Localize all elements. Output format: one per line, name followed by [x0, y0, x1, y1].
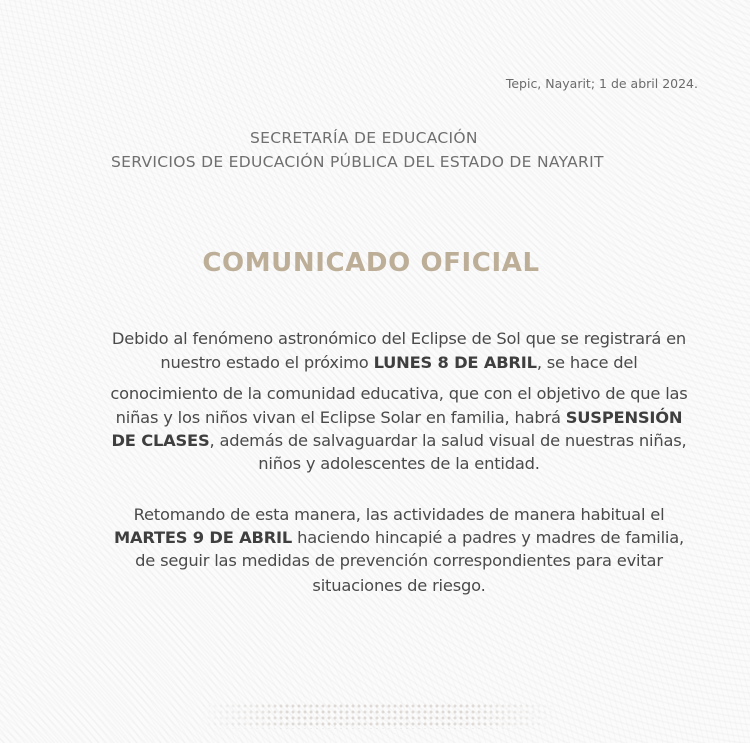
paragraph-1-line-4: [0, 408, 750, 427]
paragraph-2-line-2: [0, 528, 750, 547]
page-title: COMUNICADO OFICIAL: [202, 248, 540, 278]
paragraph-1-line-1: Debido al fenómeno astronómico del Eclipse de Sol que se registrará en: [111, 329, 687, 348]
text: haciendo hincapié a padres y madres de familia,: [292, 528, 685, 547]
paragraph-1-line-6: niños y adolescentes de la entidad.: [258, 454, 540, 473]
paragraph-2-line-1: Retomando de esta manera, las actividades de manera habitual el: [133, 505, 665, 524]
paragraph-2-line-3: de seguir las medidas de prevención correspondientes para evitar: [135, 551, 663, 570]
paragraph-2-line-4: situaciones de riesgo.: [312, 576, 486, 595]
paragraph-1-line-2: [0, 353, 750, 372]
highlight-de-clases: DE CLASES: [111, 431, 210, 450]
text: , se hace del: [536, 353, 638, 372]
highlight-date-martes: MARTES 9 DE ABRIL: [113, 528, 293, 547]
header-secretaria: SECRETARÍA DE EDUCACIÓN: [250, 129, 478, 147]
highlight-suspension: SUSPENSIÓN: [565, 408, 683, 427]
text: niñas y los niños vivan el Eclipse Solar en familia, habrá: [115, 408, 566, 427]
text: nuestro estado el próximo: [160, 353, 374, 372]
paragraph-1-line-5: [0, 431, 750, 450]
text: , además de salvaguardar la salud visual de nuestras niñas,: [209, 431, 687, 450]
date-line: Tepic, Nayarit; 1 de abril 2024.: [505, 76, 698, 91]
header-servicios: SERVICIOS DE EDUCACIÓN PÚBLICA DEL ESTADO DE NAYARIT: [111, 153, 604, 171]
footer-decorative-band: [200, 703, 560, 729]
highlight-date-lunes: LUNES 8 DE ABRIL: [373, 353, 537, 372]
paragraph-1-line-3: conocimiento de la comunidad educativa, que con el objetivo de que las: [110, 384, 688, 403]
